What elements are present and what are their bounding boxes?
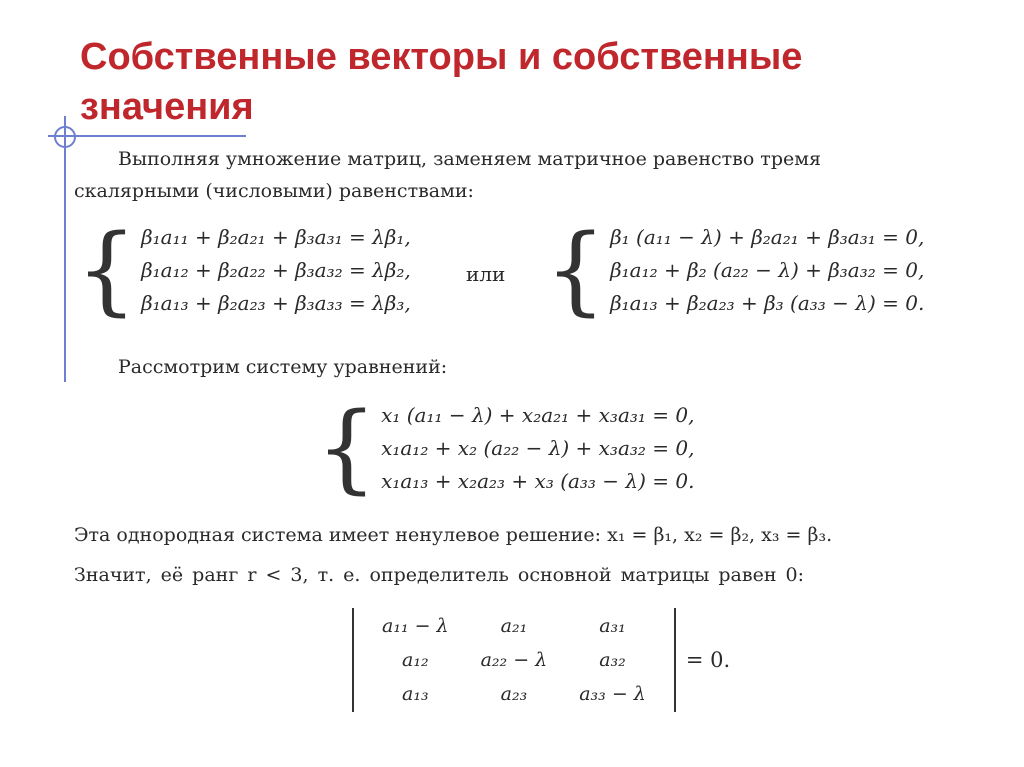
equation-left-1: β₁a₁₁ + β₂a₂₁ + β₃a₃₁ = λβ₁, bbox=[141, 224, 411, 249]
consider-text: Рассмотрим систему уравнений: bbox=[118, 356, 448, 378]
slide-title: Собственные векторы и собственные значения bbox=[80, 36, 803, 128]
determinant-row bbox=[366, 677, 662, 711]
equation-right-1: β₁ (a₁₁ − λ) + β₂a₂₁ + β₃a₃₁ = 0, bbox=[610, 224, 925, 249]
determinant-cell: a₂₃ bbox=[500, 683, 528, 705]
determinant-cell: a₁₂ bbox=[402, 649, 429, 671]
intro-line-1: Выполняя умножение матриц, заменяем матричное равенство тремя bbox=[118, 148, 821, 170]
equation-x-3: x₁a₁₃ + x₂a₂₃ + x₃ (a₃₃ − λ) = 0. bbox=[381, 468, 695, 493]
determinant-equals: = 0. bbox=[685, 648, 731, 672]
rank-text: Значит, её ранг r < 3, т. е. определитель основной матрицы равен 0: bbox=[74, 564, 805, 586]
determinant-matrix bbox=[366, 609, 662, 711]
equation-right-3: β₁a₁₃ + β₂a₂₃ + β₃ (a₃₃ − λ) = 0. bbox=[610, 290, 925, 315]
system-right bbox=[545, 214, 925, 326]
homogeneous-system-text: Эта однородная система имеет ненулевое решение: x₁ = β₁, x₂ = β₂, x₃ = β₃. bbox=[74, 524, 833, 546]
or-word: или bbox=[466, 262, 506, 286]
determinant-cell: a₃₂ bbox=[599, 649, 626, 671]
brace-x: { bbox=[316, 392, 378, 504]
brace-left: { bbox=[76, 214, 138, 326]
determinant-cell: a₁₃ bbox=[402, 683, 429, 705]
determinant-cell: a₂₁ bbox=[500, 615, 528, 637]
determinant-cell: a₂₂ − λ bbox=[480, 649, 548, 671]
determinant-row bbox=[366, 609, 662, 643]
intro-line-2: скалярными (числовыми) равенствами: bbox=[74, 180, 474, 202]
determinant-cell: a₃₃ − λ bbox=[579, 683, 646, 705]
determinant-row bbox=[366, 643, 662, 677]
equation-right-2: β₁a₁₂ + β₂ (a₂₂ − λ) + β₃a₃₂ = 0, bbox=[610, 257, 925, 282]
determinant-cell: a₃₁ bbox=[599, 615, 626, 637]
decoration-circle bbox=[54, 126, 76, 148]
equation-x-1: x₁ (a₁₁ − λ) + x₂a₂₁ + x₃a₃₁ = 0, bbox=[381, 402, 695, 427]
determinant bbox=[352, 608, 730, 712]
equation-left-2: β₁a₁₂ + β₂a₂₂ + β₃a₃₂ = λβ₂, bbox=[141, 257, 411, 282]
system-left bbox=[76, 214, 411, 326]
determinant-cell: a₁₁ − λ bbox=[382, 615, 449, 637]
decoration-horizontal-line bbox=[48, 135, 246, 137]
brace-right: { bbox=[545, 214, 607, 326]
determinant-bar-left bbox=[352, 608, 354, 712]
equation-x-2: x₁a₁₂ + x₂ (a₂₂ − λ) + x₃a₃₂ = 0, bbox=[381, 435, 695, 460]
equation-left-3: β₁a₁₃ + β₂a₂₃ + β₃a₃₃ = λβ₃, bbox=[141, 290, 411, 315]
decoration-vertical-line bbox=[64, 116, 66, 382]
system-x bbox=[316, 392, 695, 504]
determinant-bar-right bbox=[674, 608, 676, 712]
